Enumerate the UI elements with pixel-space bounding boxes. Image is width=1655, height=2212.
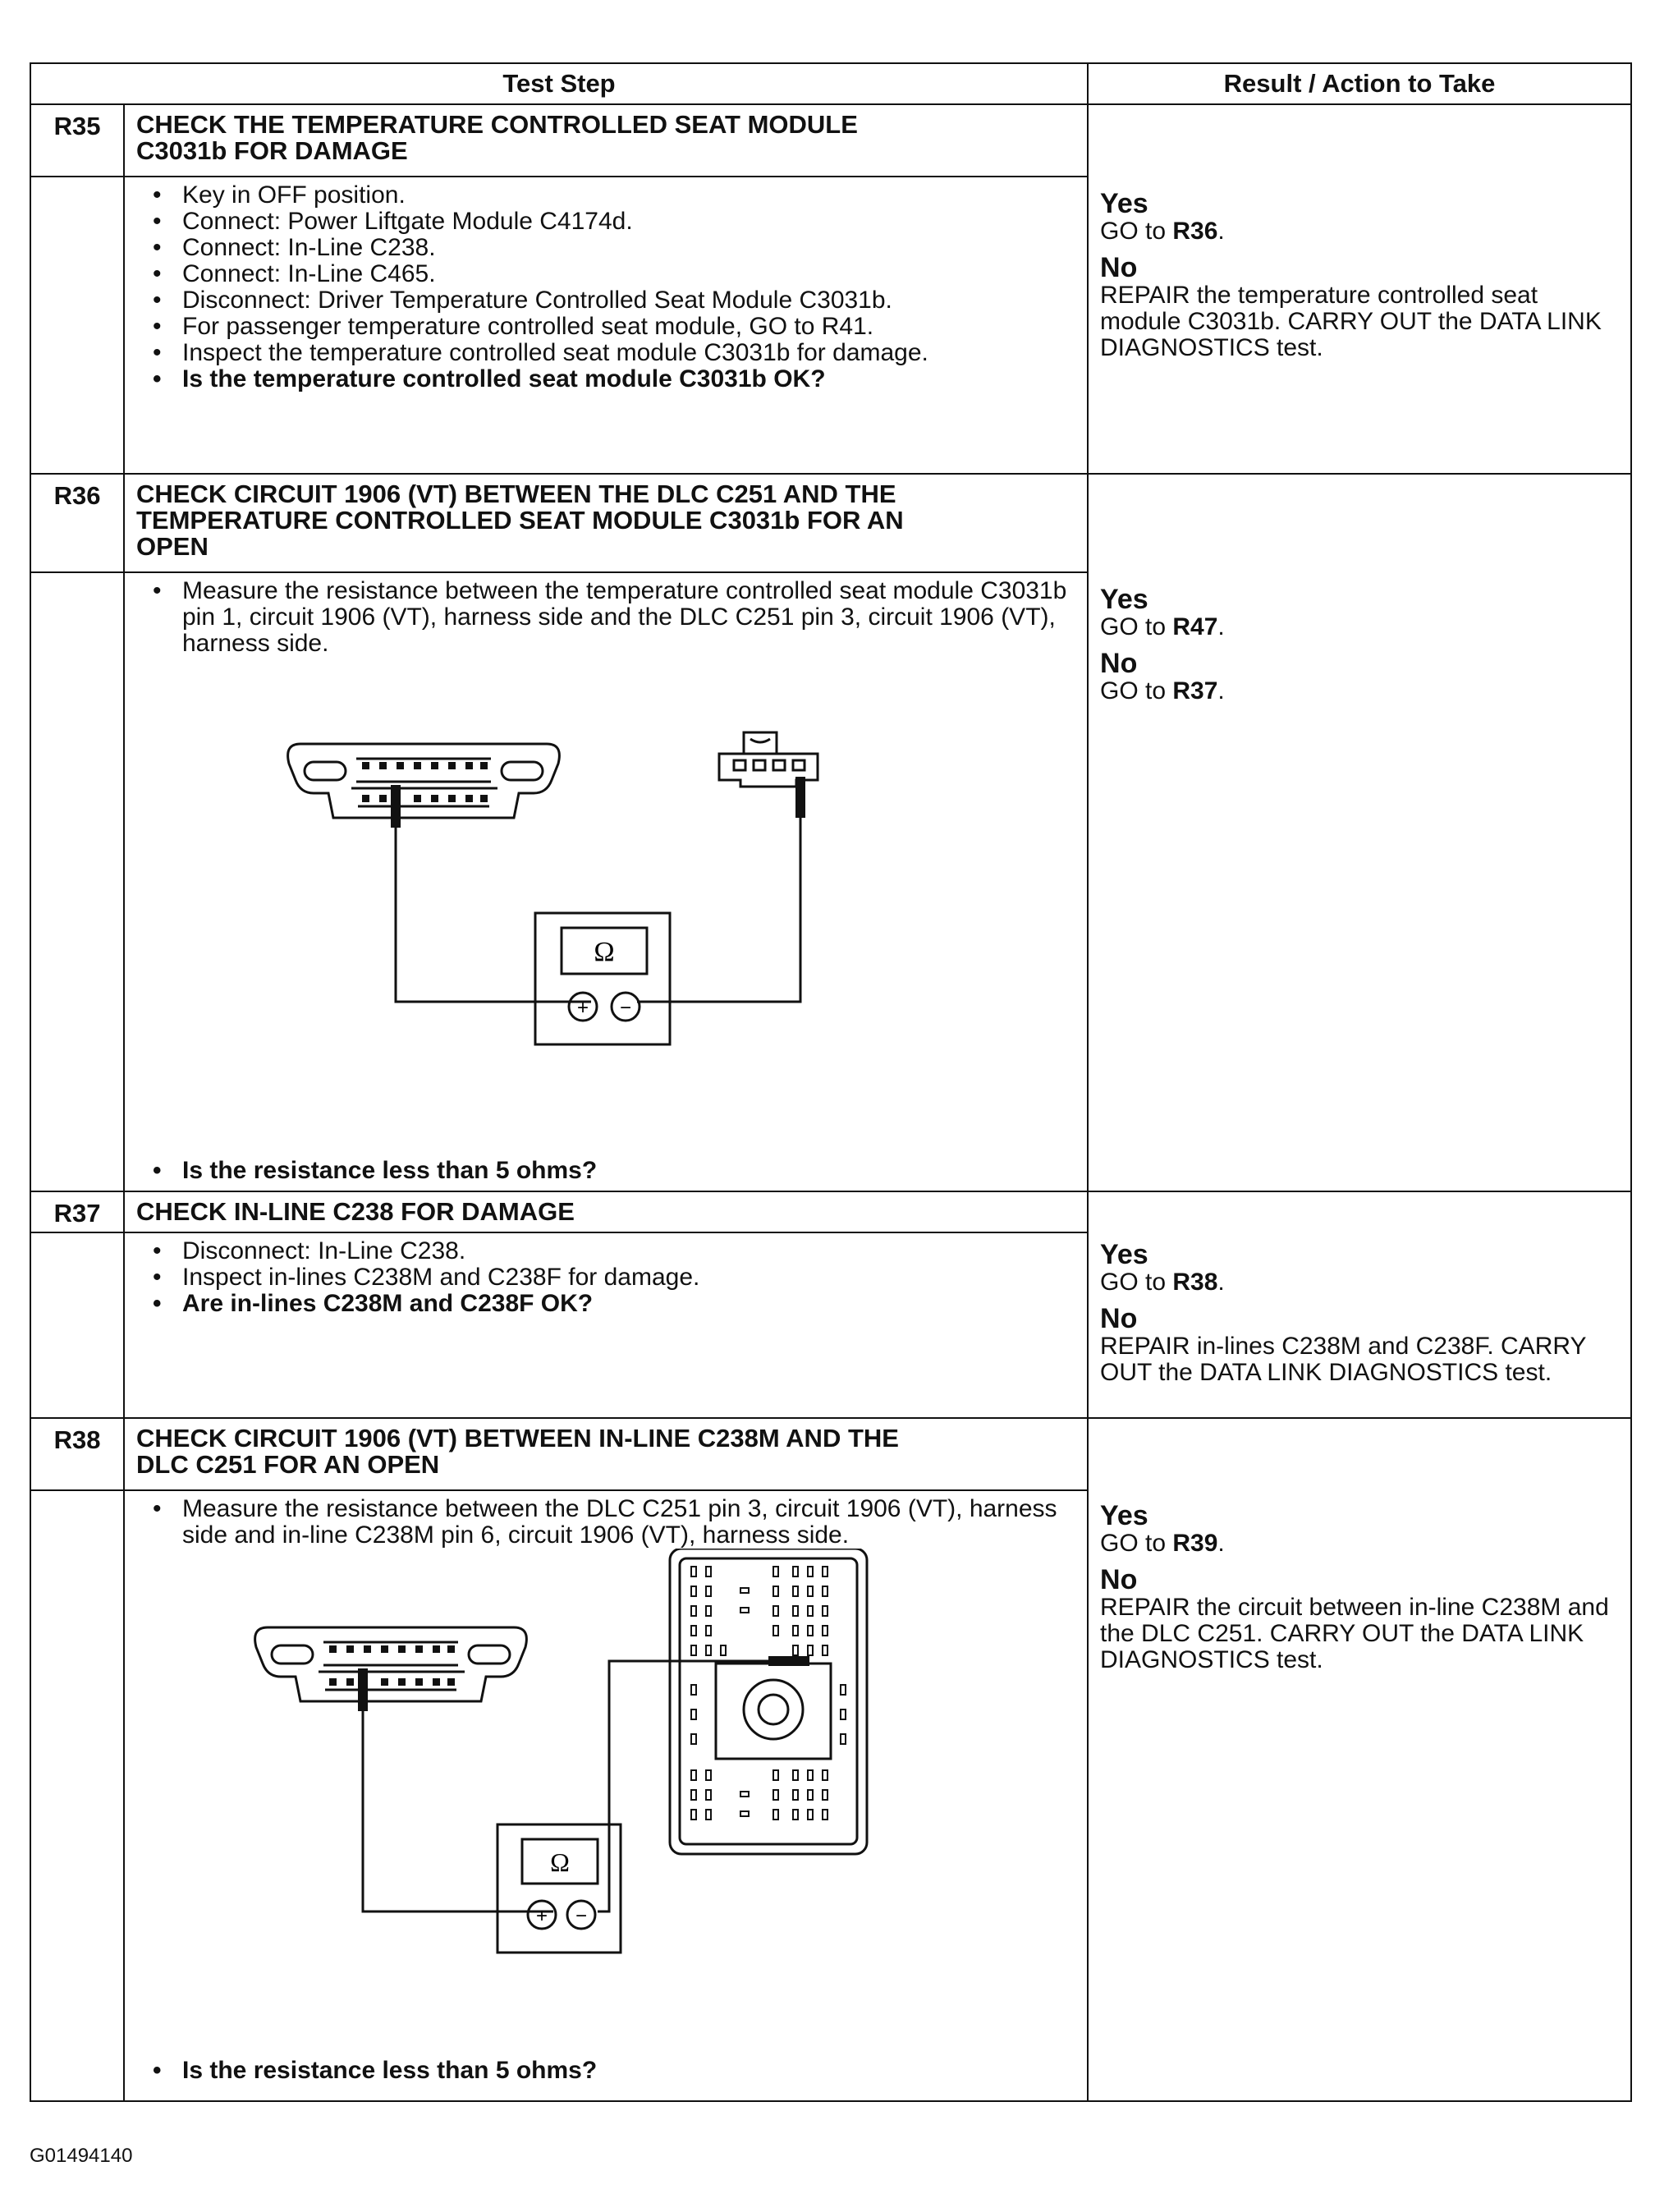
- step-title: [124, 104, 1088, 177]
- list-item: • Inspect the temperature controlled seat module C3031b for damage.: [182, 340, 1075, 366]
- step-title: [124, 1418, 1088, 1490]
- plus-terminal-label: +: [576, 997, 589, 1019]
- yes-action: GO to R47.: [1100, 613, 1225, 640]
- no-label: No: [1100, 1303, 1138, 1334]
- step-result-cell: [1088, 1191, 1631, 1418]
- step-r36-title-row: [30, 474, 1631, 572]
- test-step-table: [30, 62, 1632, 2102]
- inline-probe-icon: [768, 1656, 809, 1666]
- step-result-cell: [1088, 474, 1631, 1191]
- step-question-list: [136, 2058, 1075, 2084]
- no-go-text: GO to: [1100, 677, 1173, 704]
- yes-go-text: GO to: [1100, 613, 1173, 640]
- seat-module-probe-icon: [795, 777, 805, 818]
- step-instruction-list: [136, 182, 1075, 392]
- step-body: [124, 1232, 1088, 1418]
- no-action: REPAIR the temperature controlled seat module C3031b. CARRY OUT the DATA LINK DIAGNOSTICS test.: [1100, 282, 1602, 361]
- step-body: [124, 177, 1088, 474]
- yes-label: Yes: [1100, 584, 1148, 615]
- step-question-list: [136, 1158, 1075, 1184]
- yes-action: GO to R38.: [1100, 1269, 1225, 1296]
- step-id: R36: [30, 474, 124, 572]
- no-action: REPAIR the circuit between in-line C238M and the DLC C251. CARRY OUT the DATA LINK DIAGNOSTICS test.: [1100, 1594, 1609, 1673]
- step-title-line: DLC C251 FOR AN OPEN: [136, 1450, 440, 1479]
- step-title-line: CHECK THE TEMPERATURE CONTROLLED SEAT MODULE: [136, 110, 858, 139]
- test-procedure-page: [30, 62, 1630, 2102]
- yes-action: GO to R39.: [1100, 1530, 1225, 1557]
- ohm-symbol: Ω: [550, 1847, 570, 1877]
- no-label: No: [1100, 252, 1138, 283]
- minus-terminal-label: −: [575, 1905, 588, 1927]
- minus-terminal-label: −: [619, 997, 632, 1019]
- step-id: R37: [30, 1191, 124, 1232]
- yes-target-link[interactable]: R47: [1172, 613, 1218, 640]
- yes-action: GO to R36.: [1100, 218, 1225, 245]
- list-item: • Disconnect: Driver Temperature Controlled Seat Module C3031b.: [182, 287, 1075, 314]
- list-item: • Connect: In-Line C465.: [182, 261, 1075, 287]
- yes-target-link[interactable]: R36: [1172, 218, 1218, 245]
- yes-label: Yes: [1100, 1239, 1148, 1270]
- yes-target-link[interactable]: R38: [1172, 1269, 1218, 1296]
- inline-c238m-connector-icon: [670, 1549, 867, 1854]
- plus-terminal-label: +: [535, 1905, 548, 1927]
- dlc-to-inline-c238m-resistance-diagram: [136, 1549, 1072, 2058]
- step-body: [124, 1490, 1088, 2101]
- step-question: • Is the temperature controlled seat module C3031b OK?: [182, 366, 1075, 392]
- yes-label: Yes: [1100, 188, 1148, 219]
- step-question: • Are in-lines C238M and C238F OK?: [182, 1291, 1075, 1317]
- list-item: • Key in OFF position.: [182, 182, 1075, 209]
- step-result-cell: [1088, 1418, 1631, 2101]
- no-action: REPAIR in-lines C238M and C238F. CARRY OUT the DATA LINK DIAGNOSTICS test.: [1100, 1333, 1586, 1386]
- step-title-line: C3031b FOR DAMAGE: [136, 136, 408, 165]
- no-label: No: [1100, 1564, 1138, 1595]
- ohmmeter-icon: [497, 1824, 621, 1953]
- step-title-line: CHECK CIRCUIT 1906 (VT) BETWEEN THE DLC C251 AND THE: [136, 480, 896, 508]
- no-action: GO to R37.: [1100, 677, 1225, 704]
- list-item: • Connect: Power Liftgate Module C4174d.: [182, 209, 1075, 235]
- list-item: • Connect: In-Line C238.: [182, 235, 1075, 261]
- step-instruction-list: [136, 1496, 1075, 1549]
- list-item: • Disconnect: In-Line C238.: [182, 1238, 1075, 1264]
- ohm-symbol: Ω: [594, 937, 615, 967]
- yes-label: Yes: [1100, 1500, 1148, 1531]
- step-title-line: OPEN: [136, 532, 209, 561]
- yes-target-link[interactable]: R39: [1172, 1530, 1218, 1557]
- step-r37-title-row: [30, 1191, 1631, 1232]
- list-item: • Measure the resistance between the DLC C251 pin 3, circuit 1906 (VT), harness side and in-line C238M pin 6, circuit 1906 (VT), harness side.: [182, 1496, 1075, 1549]
- figure-code: G01494140: [30, 2145, 133, 2167]
- step-r35-title-row: [30, 104, 1631, 177]
- list-item: • Inspect in-lines C238M and C238F for damage.: [182, 1264, 1075, 1291]
- step-title-line: TEMPERATURE CONTROLLED SEAT MODULE C3031b FOR AN: [136, 506, 904, 535]
- yes-go-text: GO to: [1100, 218, 1173, 245]
- step-title-line: CHECK IN-LINE C238 FOR DAMAGE: [136, 1197, 575, 1226]
- dlc-to-seat-module-resistance-diagram: [136, 657, 1072, 1158]
- result-action-header: Result / Action to Take: [1088, 63, 1631, 104]
- step-instruction-list: [136, 578, 1075, 657]
- dlc-probe-icon: [358, 1668, 368, 1711]
- step-question: • Is the resistance less than 5 ohms?: [182, 2058, 1075, 2084]
- step-title: [124, 474, 1088, 572]
- step-r38-title-row: [30, 1418, 1631, 1490]
- no-label: No: [1100, 648, 1138, 679]
- table-header-row: [30, 63, 1631, 104]
- step-instruction-list: [136, 1238, 1075, 1317]
- list-item: • For passenger temperature controlled seat module, GO to R41.: [182, 314, 1075, 340]
- step-body: [124, 572, 1088, 1191]
- step-title-line: CHECK CIRCUIT 1906 (VT) BETWEEN IN-LINE C238M AND THE: [136, 1424, 899, 1452]
- step-id: R38: [30, 1418, 124, 1490]
- test-step-header: Test Step: [30, 63, 1088, 104]
- yes-go-text: GO to: [1100, 1530, 1173, 1557]
- list-item: • Measure the resistance between the temperature controlled seat module C3031b pin 1, circuit 1906 (VT), harness side and the DLC C251 pin 3, circuit 1906 (VT), harness side.: [182, 578, 1075, 657]
- step-id: R35: [30, 104, 124, 177]
- step-title: [124, 1191, 1088, 1232]
- ohmmeter-icon: [535, 913, 670, 1044]
- step-question: • Is the resistance less than 5 ohms?: [182, 1158, 1075, 1184]
- no-target-link[interactable]: R37: [1172, 677, 1218, 704]
- step-result-cell: [1088, 104, 1631, 474]
- dlc-probe-icon: [391, 785, 401, 828]
- yes-go-text: GO to: [1100, 1269, 1173, 1296]
